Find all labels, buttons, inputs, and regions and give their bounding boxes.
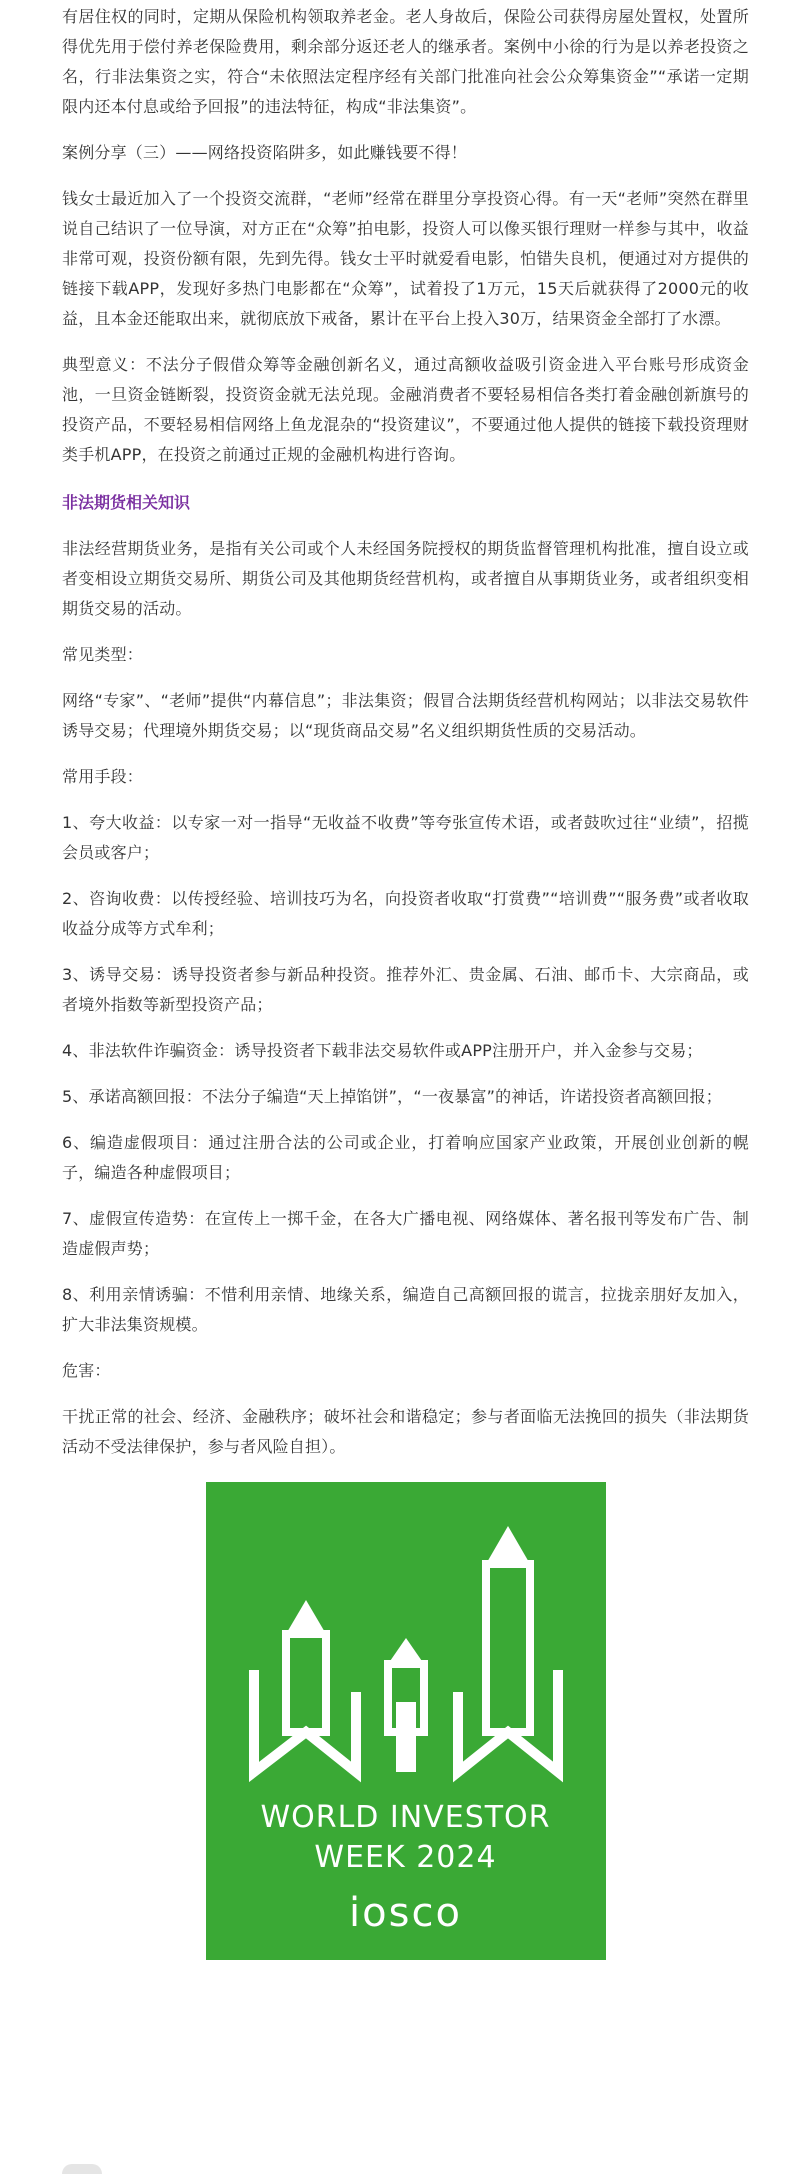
label-common-methods: 常用手段：: [62, 767, 144, 786]
section-heading-illegal-futures: 非法期货相关知识: [62, 493, 191, 512]
list-item: 1、夸大收益：以专家一对一指导“无收益不收费”等夸张宣传术语，或者鼓吹过往“业绩”，招揽会员或客户；: [62, 813, 749, 862]
paragraph-typical-significance: 典型意义：不法分子假借众筹等金融创新名义，通过高额收益吸引资金进入平台账号形成资金池，一旦资金链断裂，投资资金就无法兑现。金融消费者不要轻易相信各类打着金融创新旗号的投资产品，不要轻易相信网络上鱼龙混杂的“投资建议”，不要通过他人提供的链接下载投资理财类手机APP，在投资之前通过正规的金融机构进行咨询。: [62, 355, 749, 464]
paragraph-reverse-mortgage: 有居住权的同时，定期从保险机构领取养老金。老人身故后，保险公司获得房屋处置权，处置所得优先用于偿付养老保险费用，剩余部分返还老人的继承者。案例中小徐的行为是以养老投资之名，行非法集资之实，符合“未依照法定程序经有关部门批准向社会公众筹集资金”“承诺一定期限内还本付息或给予回报”的违法特征，构成“非法集资”。: [62, 7, 749, 116]
list-item: 5、承诺高额回报：不法分子编造“天上掉馅饼”，“一夜暴富”的神话，许诺投资者高额回报；: [62, 1087, 722, 1106]
avatar: [62, 2164, 102, 2174]
list-item: 2、咨询收费：以传授经验、培训技巧为名，向投资者收取“打赏费”“培训费”“服务费”或者收取收益分成等方式牟利；: [62, 889, 749, 938]
label-common-types: 常见类型：: [62, 645, 144, 664]
label-harm: 危害：: [62, 1361, 111, 1380]
banner-container: [62, 1482, 749, 1964]
banner-title-line2: WEEK 2024: [314, 1840, 497, 1875]
list-item: 8、利用亲情诱骗：不惜利用亲情、地缘关系，编造自己高额回报的谎言，拉拢亲朋好友加入，扩大非法集资规模。: [62, 1285, 749, 1334]
paragraph-harm: 干扰正常的社会、经济、金融秩序；破坏社会和谐稳定；参与者面临无法挽回的损失（非法期货活动不受法律保护，参与者风险自担）。: [62, 1407, 749, 1456]
paragraph-case-three: 钱女士最近加入了一个投资交流群，“老师”经常在群里分享投资心得。有一天“老师”突然在群里说自己结识了一位导演，对方正在“众筹”拍电影，投资人可以像买银行理财一样参与其中，收益非常可观，投资份额有限，先到先得。钱女士平时就爱看电影，怕错失良机，便通过对方提供的链接下载APP，发现好多热门电影都在“众筹”，试着投了1万元，15天后就获得了2000元的收益，且本金还能取出来，就彻底放下戒备，累计在平台上投入30万，结果资金全部打了水漂。: [62, 189, 749, 328]
paragraph-common-types: 网络“专家”、“老师”提供“内幕信息”；非法集资；假冒合法期货经营机构网站；以非法交易软件诱导交易；代理境外期货交易；以“现货商品交易”名义组织期货性质的交易活动。: [62, 691, 749, 740]
iosco-logo-text: iosco: [349, 1890, 462, 1936]
case-three-title: 案例分享（三）——网络投资陷阱多，如此赚钱要不得！: [62, 143, 468, 162]
pencil-building-logo-icon: [206, 1482, 606, 1960]
list-item: 6、编造虚假项目：通过注册合法的公司或企业，打着响应国家产业政策，开展创业创新的幌子，编造各种虚假项目；: [62, 1133, 749, 1182]
list-item: 3、诱导交易：诱导投资者参与新品种投资。推荐外汇、贵金属、石油、邮币卡、大宗商品，或者境外指数等新型投资产品；: [62, 965, 749, 1014]
list-item: 7、虚假宣传造势：在宣传上一掷千金，在各大广播电视、网络媒体、著名报刊等发布广告、制造虚假声势；: [62, 1209, 749, 1258]
paragraph-definition: 非法经营期货业务，是指有关公司或个人未经国务院授权的期货监督管理机构批准，擅自设立或者变相设立期货交易所、期货公司及其他期货经营机构，或者擅自从事期货业务，或者组织变相期货交易的活动。: [62, 539, 749, 618]
banner-title-line1: WORLD INVESTOR: [260, 1800, 551, 1835]
world-investor-week-banner: [206, 1482, 606, 1960]
article-body: [0, 2, 811, 2174]
list-item: 4、非法软件诈骗资金：诱导投资者下载非法交易软件或APP注册开户，并入金参与交易；: [62, 1041, 703, 1060]
